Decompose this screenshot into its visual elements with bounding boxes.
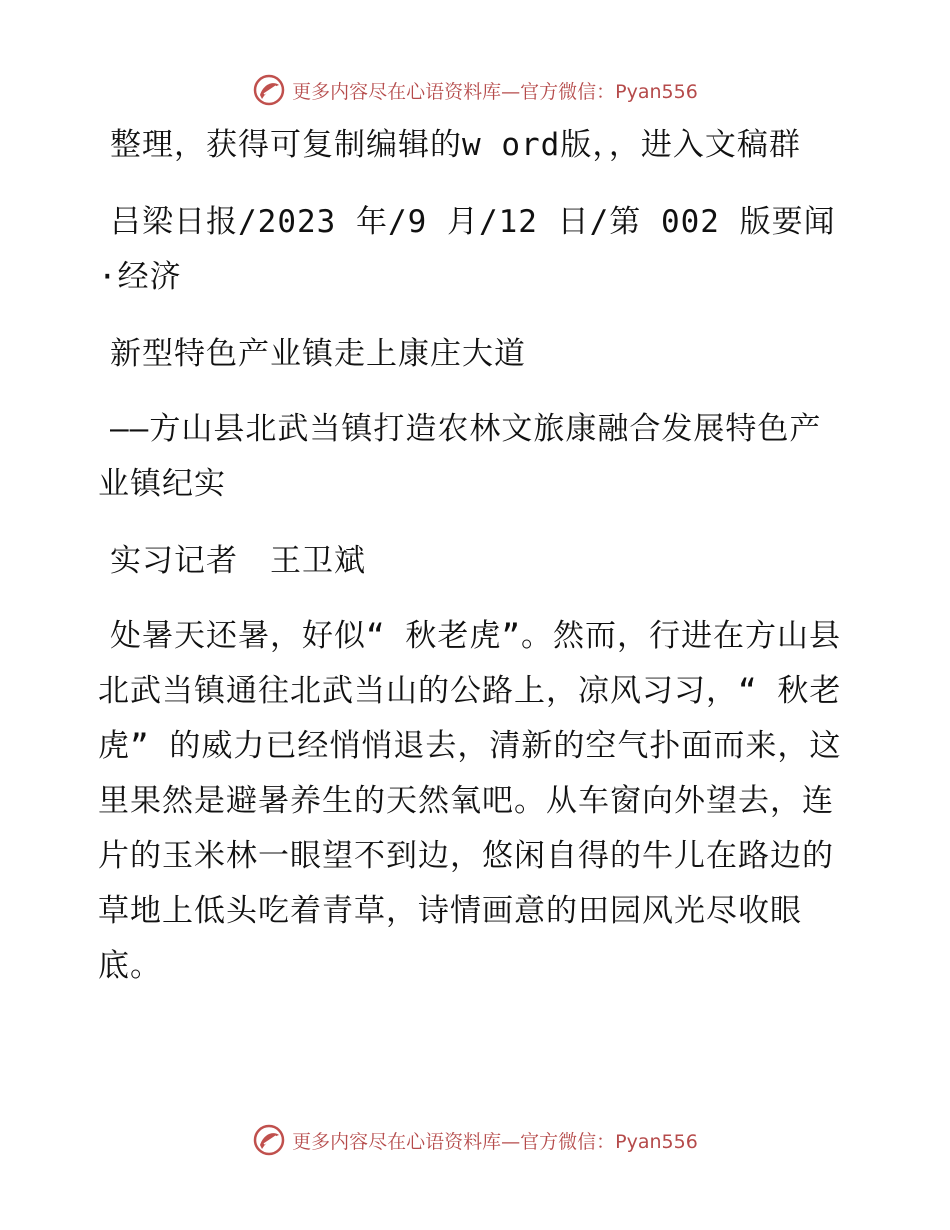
watermark-wechat-id: Pyan556 — [615, 1130, 698, 1153]
watermark-text — [292, 77, 698, 104]
intro-note: 整理，获得可复制编辑的w ord版，，进入文稿群 — [110, 127, 801, 163]
document-body — [98, 118, 850, 1016]
body-paragraph: 处暑天还暑，好似“ 秋老虎”。然而，行进在方山县北武当镇通往北武当山的公路上，凉风习习，“ 秋老虎” 的威力已经悄悄退去，清新的空气扑面而来，这里果然是避暑养生的天然氧吧。从车窗向外望去，连片的玉米林一眼望不到边，悠闲自得的牛儿在路边的草地上低头吃着青草，诗情画意的田园风光尽收眼底。 — [98, 618, 842, 984]
watermark-wechat-id: Pyan556 — [615, 80, 698, 103]
article-title: 新型特色产业镇走上康庄大道 — [110, 336, 526, 372]
watermark-label: 更多内容尽在心语资料库—官方微信： — [292, 80, 616, 103]
header-watermark — [0, 70, 950, 110]
logo-icon — [252, 1123, 286, 1157]
article-subtitle: ——方山县北武当镇打造农林文旅康融合发展特色产业镇纪实 — [98, 411, 822, 502]
source-line: 吕梁日报/2023 年/9 月/12 日/第 002 版要闻·经济 — [98, 204, 836, 295]
byline: 实习记者 王卫斌 — [110, 543, 366, 579]
logo-icon — [252, 73, 286, 107]
footer-watermark — [0, 1120, 950, 1160]
watermark-text — [292, 1127, 698, 1154]
watermark-label: 更多内容尽在心语资料库—官方微信： — [292, 1130, 616, 1153]
